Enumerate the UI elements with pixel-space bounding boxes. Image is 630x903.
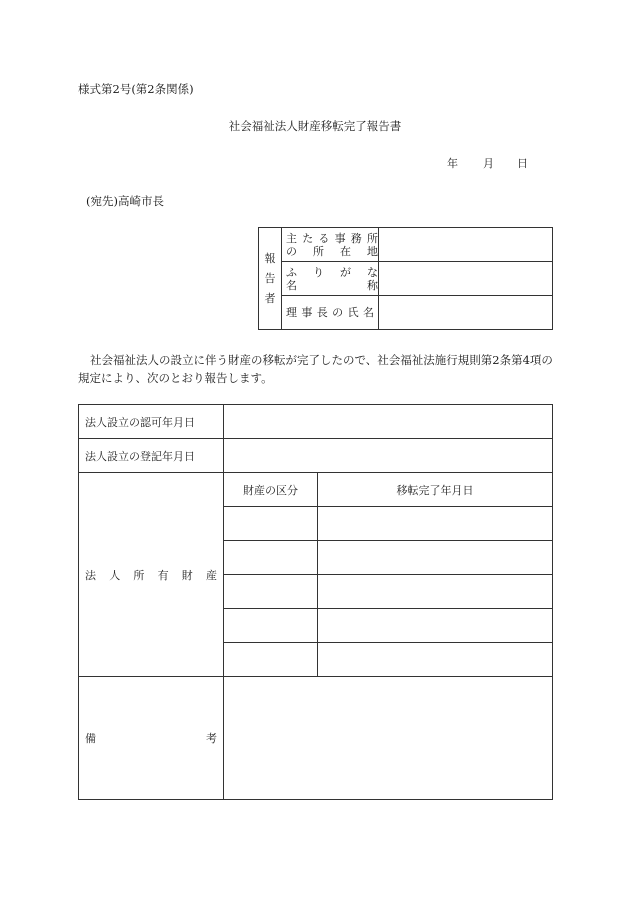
addressee: (宛先)高崎市長 [86, 194, 164, 208]
transfer-date-cell[interactable] [318, 541, 553, 575]
remarks-field[interactable] [224, 677, 553, 800]
property-category-cell[interactable] [224, 507, 318, 541]
property-category-cell[interactable] [224, 609, 318, 643]
body-text: 社会福祉法人の設立に伴う財産の移転が完了したので、社会福祉法施行規則第2条第4項の規定により、次のとおり報告します。 [78, 353, 553, 385]
registration-date-field[interactable] [224, 439, 553, 473]
name-field[interactable] [379, 262, 553, 296]
property-category-cell[interactable] [224, 643, 318, 677]
date-month-label: 月 [483, 157, 494, 170]
director-name-field[interactable] [379, 296, 553, 330]
date-year-label: 年 [447, 157, 458, 170]
transfer-date-cell[interactable] [318, 507, 553, 541]
transfer-date-cell[interactable] [318, 609, 553, 643]
approval-date-field[interactable] [224, 405, 553, 439]
property-category-cell[interactable] [224, 575, 318, 609]
name-label: ふ り が な 名 称 [282, 262, 379, 296]
approval-date-label: 法人設立の認可年月日 [79, 405, 224, 439]
director-name-label: 理 事 長 の 氏 名 [282, 296, 379, 330]
property-category-header: 財産の区分 [224, 473, 318, 507]
form-number: 様式第2号(第2条関係) [78, 82, 194, 96]
transfer-date-header: 移転完了年月日 [318, 473, 553, 507]
date-day-label: 日 [517, 157, 528, 170]
property-category-cell[interactable] [224, 541, 318, 575]
office-address-label: 主 た る 事 務 所 の 所 在 地 [282, 228, 379, 262]
transfer-date-cell[interactable] [318, 643, 553, 677]
office-address-field[interactable] [379, 228, 553, 262]
reporter-table [258, 227, 553, 330]
property-label: 法 人 所 有 財 産 [79, 473, 224, 677]
transfer-date-cell[interactable] [318, 575, 553, 609]
document-title: 社会福祉法人財産移転完了報告書 [228, 119, 402, 133]
registration-date-label: 法人設立の登記年月日 [79, 439, 224, 473]
remarks-label: 備 考 [79, 677, 224, 800]
reporter-section-label: 報 告 者 [259, 228, 282, 330]
report-table [78, 404, 553, 800]
